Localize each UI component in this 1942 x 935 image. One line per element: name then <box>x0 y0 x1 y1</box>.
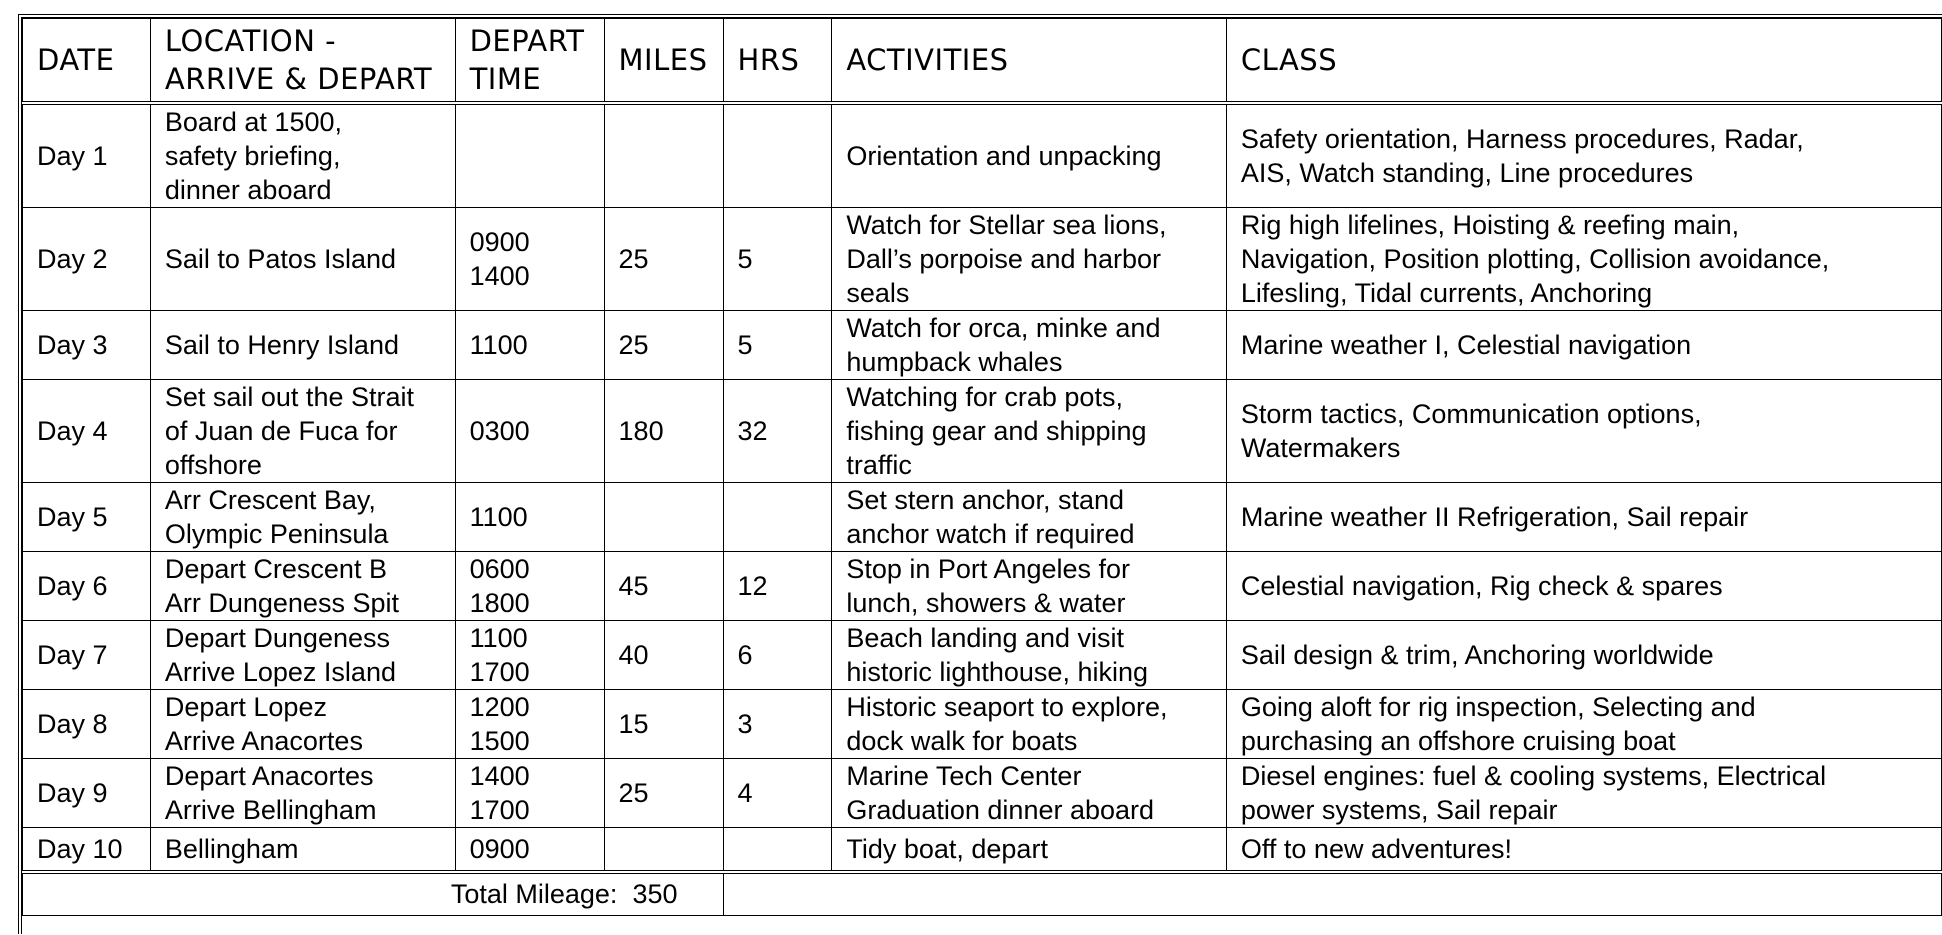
date-value: Day 3 <box>37 330 108 360</box>
location-line: Arrive Bellingham <box>164 795 377 825</box>
cell-class <box>1226 208 1941 311</box>
table-row <box>23 690 1942 759</box>
cell-class <box>1226 690 1941 759</box>
location-line: Arrive Lopez Island <box>164 657 396 687</box>
class-line: Celestial navigation, Rig check & spares <box>1240 571 1723 601</box>
date-value: Day 2 <box>37 244 108 274</box>
location-line: Sail to Patos Island <box>164 244 396 274</box>
date-value: Day 6 <box>37 571 108 601</box>
cell-activities <box>832 621 1227 690</box>
cell-hrs <box>723 103 832 208</box>
cell-activities <box>832 311 1227 380</box>
date-value: Day 9 <box>37 778 108 808</box>
cell-date <box>23 690 151 759</box>
cell-time <box>455 759 604 828</box>
header-hrs <box>723 19 832 104</box>
cell-location <box>150 311 455 380</box>
hrs-value: 32 <box>737 416 768 446</box>
date-value: Day 10 <box>37 833 123 864</box>
cell-date <box>23 208 151 311</box>
cell-hrs <box>723 552 832 621</box>
cell-date <box>23 380 151 483</box>
table-row <box>23 828 1942 872</box>
date-value: Day 7 <box>37 640 108 670</box>
header-miles-line: MILES <box>618 43 708 77</box>
activities-line: traffic <box>846 450 912 480</box>
cell-miles <box>604 759 723 828</box>
class-line: Watermakers <box>1240 433 1401 463</box>
cell-date <box>23 483 151 552</box>
activities-line: Watch for Stellar sea lions, <box>846 210 1167 240</box>
cell-location <box>150 759 455 828</box>
location-line: offshore <box>164 450 262 480</box>
cell-activities <box>832 759 1227 828</box>
activities-line: Graduation dinner aboard <box>846 795 1155 825</box>
time-line: 1400 <box>469 261 530 291</box>
class-line: purchasing an offshore cruising boat <box>1240 726 1676 756</box>
hrs-value: 5 <box>737 244 753 274</box>
cell-miles <box>604 828 723 872</box>
table-row <box>23 621 1942 690</box>
activities-line: Tidy boat, depart <box>846 833 1048 864</box>
cell-location <box>150 621 455 690</box>
miles-value: 180 <box>618 416 664 446</box>
cell-location <box>150 483 455 552</box>
time-line: 1700 <box>469 795 530 825</box>
location-line: dinner aboard <box>164 175 332 205</box>
cell-hrs <box>723 621 832 690</box>
activities-line: fishing gear and shipping <box>846 416 1147 446</box>
location-line: Board at 1500, <box>164 107 342 137</box>
cell-hrs <box>723 380 832 483</box>
location-line: Bellingham <box>164 833 299 864</box>
class-line: Diesel engines: fuel & cooling systems, Electrical <box>1240 761 1827 791</box>
time-line: 0300 <box>469 416 530 446</box>
cell-class <box>1226 311 1941 380</box>
cell-activities <box>832 208 1227 311</box>
table-row <box>23 311 1942 380</box>
header-activities <box>832 19 1227 104</box>
cell-miles <box>604 621 723 690</box>
cell-activities <box>832 828 1227 872</box>
class-line: Marine weather I, Celestial navigation <box>1240 330 1692 360</box>
cell-class <box>1226 621 1941 690</box>
cell-class <box>1226 828 1941 872</box>
hrs-value: 4 <box>737 778 753 808</box>
cell-hrs <box>723 828 832 872</box>
cell-location <box>150 690 455 759</box>
location-line: Arr Crescent Bay, <box>164 485 376 515</box>
hrs-value: 3 <box>737 709 753 739</box>
hrs-value: 6 <box>737 640 753 670</box>
total-blank-cell <box>723 872 1941 916</box>
date-value: Day 1 <box>37 141 108 171</box>
cell-miles <box>604 208 723 311</box>
miles-value: 25 <box>618 778 649 808</box>
cell-miles <box>604 552 723 621</box>
activities-line: seals <box>846 278 910 308</box>
activities-line: historic lighthouse, hiking <box>846 657 1148 687</box>
header-location <box>150 19 455 104</box>
cell-class <box>1226 380 1941 483</box>
cell-miles <box>604 311 723 380</box>
cell-time <box>455 103 604 208</box>
time-line: 1400 <box>469 761 530 791</box>
class-line: Going aloft for rig inspection, Selecting and <box>1240 692 1756 722</box>
cell-hrs <box>723 208 832 311</box>
table-row <box>23 483 1942 552</box>
activities-line: Beach landing and visit <box>846 623 1125 653</box>
total-mileage-cell <box>23 872 724 916</box>
header-date-line: DATE <box>37 43 115 77</box>
cell-hrs <box>723 759 832 828</box>
cell-activities <box>832 103 1227 208</box>
miles-value: 25 <box>618 330 649 360</box>
header-date <box>23 19 151 104</box>
header-class <box>1226 19 1941 104</box>
header-location-line: ARRIVE & DEPART <box>164 62 433 96</box>
location-line: Set sail out the Strait <box>164 382 414 412</box>
time-line: 1100 <box>469 330 528 360</box>
class-line: Rig high lifelines, Hoisting & reefing main, <box>1240 210 1740 240</box>
cell-hrs <box>723 311 832 380</box>
cell-time <box>455 483 604 552</box>
header-class-line: CLASS <box>1240 43 1338 77</box>
date-value: Day 8 <box>37 709 108 739</box>
activities-line: dock walk for boats <box>846 726 1078 756</box>
cell-date <box>23 621 151 690</box>
cell-hrs <box>723 690 832 759</box>
activities-line: humpback whales <box>846 347 1063 377</box>
cell-time <box>455 690 604 759</box>
total-mileage-value: 350 <box>632 879 678 910</box>
hrs-value: 12 <box>737 571 768 601</box>
miles-value: 25 <box>618 244 649 274</box>
cell-time <box>455 208 604 311</box>
cell-activities <box>832 552 1227 621</box>
cell-class <box>1226 483 1941 552</box>
time-line: 0900 <box>469 833 530 864</box>
table-row <box>23 552 1942 621</box>
time-line: 0900 <box>469 227 530 257</box>
cell-activities <box>832 483 1227 552</box>
header-activities-line: ACTIVITIES <box>846 43 1009 77</box>
header-location-line: LOCATION - <box>164 24 337 58</box>
activities-line: anchor watch if required <box>846 519 1135 549</box>
table-row <box>23 380 1942 483</box>
location-line: Arrive Anacortes <box>164 726 363 756</box>
cell-date <box>23 759 151 828</box>
class-line: power systems, Sail repair <box>1240 795 1558 825</box>
header-depart-time-line: TIME <box>469 62 542 96</box>
cell-hrs <box>723 483 832 552</box>
miles-value: 40 <box>618 640 649 670</box>
miles-value: 45 <box>618 571 649 601</box>
time-line: 1700 <box>469 657 530 687</box>
class-line: Marine weather II Refrigeration, Sail repair <box>1240 502 1749 532</box>
location-line: Depart Lopez <box>164 692 327 722</box>
time-line: 1800 <box>469 588 530 618</box>
cell-date <box>23 103 151 208</box>
location-line: Arr Dungeness Spit <box>164 588 399 618</box>
header-miles <box>604 19 723 104</box>
miles-value: 15 <box>618 709 649 739</box>
table-body <box>23 103 1942 872</box>
cell-miles <box>604 483 723 552</box>
cell-date <box>23 552 151 621</box>
time-line: 1100 <box>469 502 528 532</box>
location-line: Sail to Henry Island <box>164 330 399 360</box>
cell-location <box>150 208 455 311</box>
location-line: Depart Dungeness <box>164 623 390 653</box>
cell-location <box>150 380 455 483</box>
cell-miles <box>604 103 723 208</box>
location-line: Depart Anacortes <box>164 761 374 791</box>
cell-time <box>455 552 604 621</box>
activities-line: Watching for crab pots, <box>846 382 1123 412</box>
time-line: 1500 <box>469 726 530 756</box>
cell-location <box>150 828 455 872</box>
itinerary-table <box>22 18 1942 916</box>
cell-time <box>455 828 604 872</box>
location-line: safety briefing, <box>164 141 341 171</box>
cell-time <box>455 311 604 380</box>
cell-miles <box>604 380 723 483</box>
class-line: Safety orientation, Harness procedures, Radar, <box>1240 124 1804 154</box>
cell-activities <box>832 690 1227 759</box>
class-line: AIS, Watch standing, Line procedures <box>1240 158 1694 188</box>
location-line: of Juan de Fuca for <box>164 416 398 446</box>
table-footer <box>23 872 1942 916</box>
class-line: Lifesling, Tidal currents, Anchoring <box>1240 278 1653 308</box>
cell-time <box>455 380 604 483</box>
cell-location <box>150 552 455 621</box>
date-value: Day 4 <box>37 416 108 446</box>
class-line: Off to new adventures! <box>1240 833 1513 864</box>
table-row <box>23 759 1942 828</box>
hrs-value: 5 <box>737 330 753 360</box>
location-line: Olympic Peninsula <box>164 519 389 549</box>
header-depart-time <box>455 19 604 104</box>
cell-activities <box>832 380 1227 483</box>
activities-line: Orientation and unpacking <box>846 141 1162 171</box>
table-header <box>23 19 1942 104</box>
cell-time <box>455 621 604 690</box>
location-line: Depart Crescent B <box>164 554 387 584</box>
class-line: Sail design & trim, Anchoring worldwide <box>1240 640 1714 670</box>
date-value: Day 5 <box>37 502 108 532</box>
activities-line: Stop in Port Angeles for <box>846 554 1130 584</box>
time-line: 0600 <box>469 554 530 584</box>
cell-date <box>23 828 151 872</box>
activities-line: Set stern anchor, stand <box>846 485 1125 515</box>
header-row <box>23 19 1942 104</box>
time-line: 1100 <box>469 623 528 653</box>
cell-class <box>1226 552 1941 621</box>
table-row <box>23 208 1942 311</box>
activities-line: Marine Tech Center <box>846 761 1082 791</box>
class-line: Navigation, Position plotting, Collision avoidance, <box>1240 244 1830 274</box>
activities-line: Historic seaport to explore, <box>846 692 1168 722</box>
cell-class <box>1226 103 1941 208</box>
class-line: Storm tactics, Communication options, <box>1240 399 1702 429</box>
table-row <box>23 103 1942 208</box>
cell-date <box>23 311 151 380</box>
activities-line: lunch, showers & water <box>846 588 1126 618</box>
header-depart-time-line: DEPART <box>469 24 585 58</box>
cell-location <box>150 103 455 208</box>
header-hrs-line: HRS <box>737 43 800 77</box>
time-line: 1200 <box>469 692 530 722</box>
activities-line: Watch for orca, minke and <box>846 313 1161 343</box>
cell-miles <box>604 690 723 759</box>
total-row <box>23 872 1942 916</box>
cell-class <box>1226 759 1941 828</box>
activities-line: Dall’s porpoise and harbor <box>846 244 1162 274</box>
total-mileage-label: Total Mileage: <box>450 879 618 910</box>
